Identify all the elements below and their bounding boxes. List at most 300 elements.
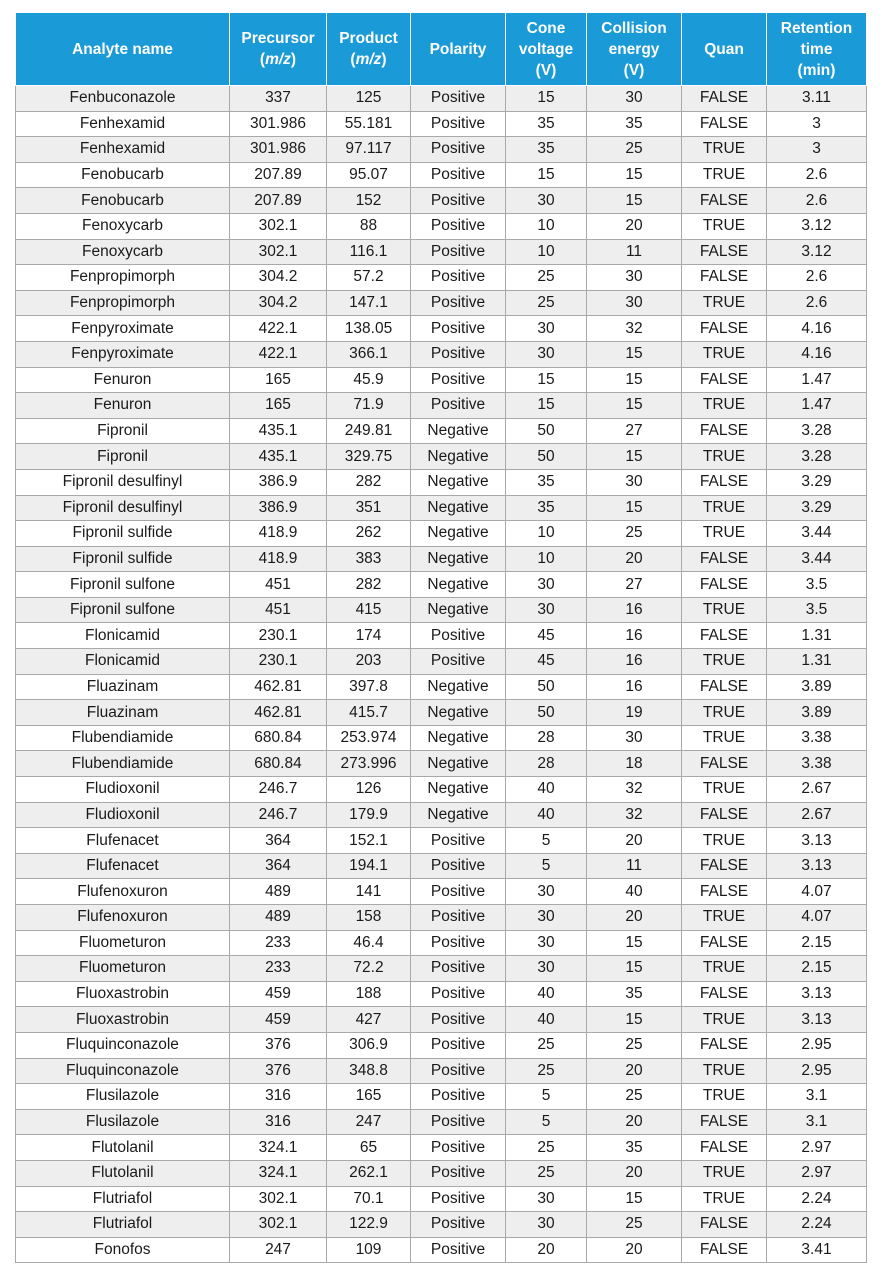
table-body — [16, 86, 867, 1263]
quan-cell: TRUE — [682, 649, 767, 675]
analyte-name-cell: Flufenoxuron — [16, 905, 230, 931]
analyte-name-cell: Fluquinconazole — [16, 1032, 230, 1058]
header-quan: Quan — [682, 13, 767, 86]
table-row — [16, 444, 867, 470]
precursor-cell: 165 — [230, 367, 327, 393]
quan-cell: TRUE — [682, 137, 767, 163]
polarity-cell: Positive — [411, 290, 506, 316]
polarity-cell: Negative — [411, 444, 506, 470]
retention-time-cell: 1.47 — [767, 367, 867, 393]
polarity-cell: Positive — [411, 213, 506, 239]
polarity-cell: Negative — [411, 546, 506, 572]
cone-voltage-cell: 5 — [506, 853, 587, 879]
cone-voltage-cell: 40 — [506, 1007, 587, 1033]
product-cell: 125 — [327, 86, 411, 112]
product-cell: 262.1 — [327, 1160, 411, 1186]
precursor-cell: 418.9 — [230, 521, 327, 547]
precursor-cell: 230.1 — [230, 623, 327, 649]
collision-energy-cell: 20 — [587, 1237, 682, 1263]
quan-cell: FALSE — [682, 802, 767, 828]
polarity-cell: Positive — [411, 623, 506, 649]
table-row — [16, 239, 867, 265]
collision-energy-cell: 15 — [587, 341, 682, 367]
analyte-name-cell: Flufenoxuron — [16, 879, 230, 905]
product-cell: 116.1 — [327, 239, 411, 265]
product-cell: 273.996 — [327, 751, 411, 777]
header-analyte-name: Analyte name — [16, 13, 230, 86]
polarity-cell: Positive — [411, 111, 506, 137]
retention-time-cell: 1.47 — [767, 393, 867, 419]
polarity-cell: Positive — [411, 367, 506, 393]
table-row — [16, 674, 867, 700]
collision-energy-cell: 16 — [587, 649, 682, 675]
table-row — [16, 86, 867, 112]
quan-cell: FALSE — [682, 546, 767, 572]
analyte-name-cell: Flonicamid — [16, 623, 230, 649]
table-row — [16, 1160, 867, 1186]
precursor-cell: 376 — [230, 1032, 327, 1058]
table-row — [16, 930, 867, 956]
analyte-name-cell: Flusilazole — [16, 1109, 230, 1135]
polarity-cell: Positive — [411, 265, 506, 291]
retention-time-cell: 3.11 — [767, 86, 867, 112]
product-cell: 158 — [327, 905, 411, 931]
cone-voltage-cell: 25 — [506, 1135, 587, 1161]
collision-energy-cell: 30 — [587, 86, 682, 112]
product-cell: 55.181 — [327, 111, 411, 137]
retention-time-cell: 2.15 — [767, 930, 867, 956]
retention-time-cell: 2.6 — [767, 162, 867, 188]
polarity-cell: Positive — [411, 341, 506, 367]
precursor-cell: 418.9 — [230, 546, 327, 572]
polarity-cell: Negative — [411, 597, 506, 623]
polarity-cell: Negative — [411, 725, 506, 751]
quan-cell: TRUE — [682, 521, 767, 547]
analyte-name-cell: Fenuron — [16, 367, 230, 393]
quan-cell: TRUE — [682, 341, 767, 367]
precursor-cell: 246.7 — [230, 777, 327, 803]
polarity-cell: Negative — [411, 674, 506, 700]
analyte-name-cell: Fenoxycarb — [16, 239, 230, 265]
quan-cell: TRUE — [682, 597, 767, 623]
quan-cell: TRUE — [682, 1007, 767, 1033]
product-cell: 152.1 — [327, 828, 411, 854]
product-cell: 282 — [327, 469, 411, 495]
retention-time-cell: 2.6 — [767, 265, 867, 291]
retention-time-cell: 3.28 — [767, 444, 867, 470]
cone-voltage-cell: 5 — [506, 1109, 587, 1135]
table-row — [16, 1186, 867, 1212]
cone-voltage-cell: 30 — [506, 597, 587, 623]
polarity-cell: Positive — [411, 393, 506, 419]
cone-voltage-cell: 15 — [506, 86, 587, 112]
retention-time-cell: 3.44 — [767, 521, 867, 547]
product-cell: 122.9 — [327, 1212, 411, 1238]
table-row — [16, 956, 867, 982]
analyte-name-cell: Fenpropimorph — [16, 290, 230, 316]
retention-time-cell: 3.29 — [767, 495, 867, 521]
collision-energy-cell: 15 — [587, 188, 682, 214]
collision-energy-cell: 25 — [587, 1084, 682, 1110]
polarity-cell: Positive — [411, 930, 506, 956]
quan-cell: FALSE — [682, 265, 767, 291]
precursor-cell: 422.1 — [230, 316, 327, 342]
polarity-cell: Positive — [411, 1160, 506, 1186]
collision-energy-cell: 15 — [587, 1186, 682, 1212]
cone-voltage-cell: 40 — [506, 777, 587, 803]
polarity-cell: Positive — [411, 649, 506, 675]
collision-energy-cell: 40 — [587, 879, 682, 905]
product-cell: 366.1 — [327, 341, 411, 367]
analyte-name-cell: Fenpyroximate — [16, 341, 230, 367]
precursor-cell: 489 — [230, 879, 327, 905]
quan-cell: FALSE — [682, 879, 767, 905]
table-row — [16, 649, 867, 675]
cone-voltage-cell: 50 — [506, 444, 587, 470]
retention-time-cell: 3.38 — [767, 725, 867, 751]
product-cell: 306.9 — [327, 1032, 411, 1058]
collision-energy-cell: 15 — [587, 1007, 682, 1033]
cone-voltage-cell: 35 — [506, 469, 587, 495]
quan-cell: TRUE — [682, 1084, 767, 1110]
collision-energy-cell: 20 — [587, 828, 682, 854]
precursor-cell: 304.2 — [230, 290, 327, 316]
quan-cell: TRUE — [682, 495, 767, 521]
table-row — [16, 1135, 867, 1161]
retention-time-cell: 3.12 — [767, 239, 867, 265]
retention-time-cell: 3.1 — [767, 1084, 867, 1110]
precursor-cell: 337 — [230, 86, 327, 112]
precursor-cell: 302.1 — [230, 213, 327, 239]
cone-voltage-cell: 15 — [506, 367, 587, 393]
collision-energy-cell: 15 — [587, 956, 682, 982]
table-row — [16, 418, 867, 444]
polarity-cell: Negative — [411, 418, 506, 444]
quan-cell: TRUE — [682, 162, 767, 188]
quan-cell: FALSE — [682, 367, 767, 393]
analyte-name-cell: Fenoxycarb — [16, 213, 230, 239]
cone-voltage-cell: 25 — [506, 1160, 587, 1186]
retention-time-cell: 2.67 — [767, 777, 867, 803]
table-row — [16, 1109, 867, 1135]
collision-energy-cell: 25 — [587, 1212, 682, 1238]
analyte-name-cell: Flutriafol — [16, 1212, 230, 1238]
analyte-name-cell: Fludioxonil — [16, 802, 230, 828]
collision-energy-cell: 20 — [587, 1058, 682, 1084]
precursor-cell: 386.9 — [230, 469, 327, 495]
cone-voltage-cell: 10 — [506, 239, 587, 265]
analyte-name-cell: Fenobucarb — [16, 188, 230, 214]
polarity-cell: Positive — [411, 1237, 506, 1263]
retention-time-cell: 3.89 — [767, 674, 867, 700]
retention-time-cell: 3.44 — [767, 546, 867, 572]
cone-voltage-cell: 30 — [506, 956, 587, 982]
retention-time-cell: 3.13 — [767, 981, 867, 1007]
table-row — [16, 1237, 867, 1263]
analyte-name-cell: Flusilazole — [16, 1084, 230, 1110]
polarity-cell: Negative — [411, 521, 506, 547]
cone-voltage-cell: 40 — [506, 802, 587, 828]
collision-energy-cell: 20 — [587, 213, 682, 239]
polarity-cell: Negative — [411, 700, 506, 726]
precursor-cell: 680.84 — [230, 725, 327, 751]
table-row — [16, 700, 867, 726]
quan-cell: FALSE — [682, 981, 767, 1007]
table-row — [16, 265, 867, 291]
polarity-cell: Negative — [411, 802, 506, 828]
retention-time-cell: 3.5 — [767, 597, 867, 623]
retention-time-cell: 4.07 — [767, 905, 867, 931]
precursor-cell: 435.1 — [230, 418, 327, 444]
collision-energy-cell: 11 — [587, 239, 682, 265]
collision-energy-cell: 25 — [587, 1032, 682, 1058]
polarity-cell: Positive — [411, 981, 506, 1007]
polarity-cell: Negative — [411, 751, 506, 777]
analyte-name-cell: Fluometuron — [16, 956, 230, 982]
analyte-name-cell: Fluoxastrobin — [16, 981, 230, 1007]
analyte-name-cell: Fipronil sulfone — [16, 572, 230, 598]
quan-cell: FALSE — [682, 1237, 767, 1263]
retention-time-cell: 2.6 — [767, 188, 867, 214]
table-row — [16, 111, 867, 137]
collision-energy-cell: 25 — [587, 137, 682, 163]
quan-cell: FALSE — [682, 418, 767, 444]
quan-cell: TRUE — [682, 290, 767, 316]
analyte-name-cell: Flufenacet — [16, 853, 230, 879]
retention-time-cell: 3.13 — [767, 828, 867, 854]
quan-cell: TRUE — [682, 444, 767, 470]
precursor-cell: 304.2 — [230, 265, 327, 291]
polarity-cell: Positive — [411, 1084, 506, 1110]
table-row — [16, 188, 867, 214]
collision-energy-cell: 20 — [587, 546, 682, 572]
retention-time-cell: 3.12 — [767, 213, 867, 239]
analyte-name-cell: Fipronil sulfone — [16, 597, 230, 623]
quan-cell: TRUE — [682, 1058, 767, 1084]
precursor-cell: 316 — [230, 1084, 327, 1110]
quan-cell: TRUE — [682, 777, 767, 803]
analyte-name-cell: Fluazinam — [16, 700, 230, 726]
precursor-cell: 459 — [230, 1007, 327, 1033]
polarity-cell: Positive — [411, 1186, 506, 1212]
analyte-name-cell: Fluometuron — [16, 930, 230, 956]
polarity-cell: Positive — [411, 316, 506, 342]
cone-voltage-cell: 30 — [506, 905, 587, 931]
table-row — [16, 316, 867, 342]
analyte-name-cell: Fluquinconazole — [16, 1058, 230, 1084]
polarity-cell: Positive — [411, 1032, 506, 1058]
retention-time-cell: 2.97 — [767, 1160, 867, 1186]
retention-time-cell: 3.28 — [767, 418, 867, 444]
cone-voltage-cell: 30 — [506, 316, 587, 342]
retention-time-cell: 3.13 — [767, 853, 867, 879]
header-cone-voltage: Cone voltage (V) — [506, 13, 587, 86]
table-row — [16, 213, 867, 239]
quan-cell: TRUE — [682, 905, 767, 931]
product-cell: 203 — [327, 649, 411, 675]
table-row — [16, 597, 867, 623]
product-cell: 88 — [327, 213, 411, 239]
precursor-cell: 324.1 — [230, 1135, 327, 1161]
cone-voltage-cell: 30 — [506, 188, 587, 214]
cone-voltage-cell: 30 — [506, 879, 587, 905]
collision-energy-cell: 35 — [587, 981, 682, 1007]
quan-cell: FALSE — [682, 1109, 767, 1135]
precursor-cell: 165 — [230, 393, 327, 419]
analyte-name-cell: Fenhexamid — [16, 111, 230, 137]
product-cell: 351 — [327, 495, 411, 521]
quan-cell: TRUE — [682, 1160, 767, 1186]
collision-energy-cell: 15 — [587, 367, 682, 393]
precursor-cell: 459 — [230, 981, 327, 1007]
header-collision-energy: Collision energy (V) — [587, 13, 682, 86]
polarity-cell: Positive — [411, 879, 506, 905]
cone-voltage-cell: 10 — [506, 546, 587, 572]
quan-cell: FALSE — [682, 572, 767, 598]
collision-energy-cell: 27 — [587, 572, 682, 598]
product-cell: 415.7 — [327, 700, 411, 726]
analyte-name-cell: Fenpropimorph — [16, 265, 230, 291]
cone-voltage-cell: 10 — [506, 521, 587, 547]
quan-cell: FALSE — [682, 1032, 767, 1058]
collision-energy-cell: 15 — [587, 930, 682, 956]
product-cell: 141 — [327, 879, 411, 905]
analyte-name-cell: Fluoxastrobin — [16, 1007, 230, 1033]
precursor-cell: 435.1 — [230, 444, 327, 470]
mrm-transitions-table — [15, 12, 867, 1263]
precursor-cell: 207.89 — [230, 188, 327, 214]
product-cell: 57.2 — [327, 265, 411, 291]
retention-time-cell: 3.29 — [767, 469, 867, 495]
header-row — [16, 13, 867, 86]
quan-cell: TRUE — [682, 1186, 767, 1212]
quan-cell: FALSE — [682, 86, 767, 112]
retention-time-cell: 3.41 — [767, 1237, 867, 1263]
precursor-cell: 324.1 — [230, 1160, 327, 1186]
quan-cell: TRUE — [682, 956, 767, 982]
analyte-name-cell: Fenobucarb — [16, 162, 230, 188]
table-row — [16, 1084, 867, 1110]
collision-energy-cell: 15 — [587, 444, 682, 470]
analyte-name-cell: Fenpyroximate — [16, 316, 230, 342]
quan-cell: FALSE — [682, 751, 767, 777]
cone-voltage-cell: 50 — [506, 674, 587, 700]
polarity-cell: Positive — [411, 1058, 506, 1084]
polarity-cell: Positive — [411, 1212, 506, 1238]
cone-voltage-cell: 40 — [506, 981, 587, 1007]
precursor-cell: 451 — [230, 597, 327, 623]
collision-energy-cell: 18 — [587, 751, 682, 777]
cone-voltage-cell: 30 — [506, 1212, 587, 1238]
collision-energy-cell: 15 — [587, 393, 682, 419]
quan-cell: FALSE — [682, 469, 767, 495]
precursor-cell: 386.9 — [230, 495, 327, 521]
analyte-name-cell: Flutriafol — [16, 1186, 230, 1212]
collision-energy-cell: 19 — [587, 700, 682, 726]
polarity-cell: Positive — [411, 239, 506, 265]
table-row — [16, 469, 867, 495]
quan-cell: FALSE — [682, 188, 767, 214]
quan-cell: FALSE — [682, 623, 767, 649]
precursor-cell: 489 — [230, 905, 327, 931]
analyte-name-cell: Flonicamid — [16, 649, 230, 675]
table-row — [16, 777, 867, 803]
table-row — [16, 521, 867, 547]
retention-time-cell: 3.13 — [767, 1007, 867, 1033]
quan-cell: FALSE — [682, 674, 767, 700]
collision-energy-cell: 32 — [587, 777, 682, 803]
analyte-name-cell: Fipronil desulfinyl — [16, 469, 230, 495]
polarity-cell: Positive — [411, 828, 506, 854]
product-cell: 427 — [327, 1007, 411, 1033]
product-cell: 329.75 — [327, 444, 411, 470]
retention-time-cell: 2.95 — [767, 1032, 867, 1058]
table-container — [15, 12, 866, 1263]
collision-energy-cell: 30 — [587, 290, 682, 316]
cone-voltage-cell: 28 — [506, 725, 587, 751]
collision-energy-cell: 16 — [587, 623, 682, 649]
polarity-cell: Positive — [411, 137, 506, 163]
product-cell: 46.4 — [327, 930, 411, 956]
product-cell: 109 — [327, 1237, 411, 1263]
polarity-cell: Negative — [411, 572, 506, 598]
precursor-cell: 301.986 — [230, 111, 327, 137]
product-cell: 262 — [327, 521, 411, 547]
retention-time-cell: 3.38 — [767, 751, 867, 777]
analyte-name-cell: Fenbuconazole — [16, 86, 230, 112]
table-row — [16, 162, 867, 188]
quan-cell: FALSE — [682, 316, 767, 342]
table-row — [16, 725, 867, 751]
product-cell: 152 — [327, 188, 411, 214]
cone-voltage-cell: 5 — [506, 828, 587, 854]
product-cell: 253.974 — [327, 725, 411, 751]
quan-cell: FALSE — [682, 1212, 767, 1238]
table-row — [16, 853, 867, 879]
quan-cell: TRUE — [682, 828, 767, 854]
quan-cell: FALSE — [682, 930, 767, 956]
product-cell: 138.05 — [327, 316, 411, 342]
analyte-name-cell: Fenhexamid — [16, 137, 230, 163]
product-cell: 383 — [327, 546, 411, 572]
precursor-cell: 302.1 — [230, 1186, 327, 1212]
analyte-name-cell: Flubendiamide — [16, 751, 230, 777]
retention-time-cell: 2.6 — [767, 290, 867, 316]
retention-time-cell: 2.15 — [767, 956, 867, 982]
table-row — [16, 905, 867, 931]
collision-energy-cell: 20 — [587, 905, 682, 931]
product-cell: 97.117 — [327, 137, 411, 163]
analyte-name-cell: Fenuron — [16, 393, 230, 419]
product-cell: 70.1 — [327, 1186, 411, 1212]
quan-cell: TRUE — [682, 213, 767, 239]
analyte-name-cell: Fipronil desulfinyl — [16, 495, 230, 521]
precursor-cell: 462.81 — [230, 700, 327, 726]
precursor-cell: 364 — [230, 853, 327, 879]
quan-cell: FALSE — [682, 239, 767, 265]
precursor-cell: 302.1 — [230, 239, 327, 265]
analyte-name-cell: Fipronil sulfide — [16, 546, 230, 572]
precursor-cell: 233 — [230, 930, 327, 956]
polarity-cell: Positive — [411, 1135, 506, 1161]
quan-cell: TRUE — [682, 725, 767, 751]
table-row — [16, 981, 867, 1007]
collision-energy-cell: 30 — [587, 469, 682, 495]
polarity-cell: Positive — [411, 188, 506, 214]
retention-time-cell: 4.07 — [767, 879, 867, 905]
table-row — [16, 572, 867, 598]
table-row — [16, 623, 867, 649]
